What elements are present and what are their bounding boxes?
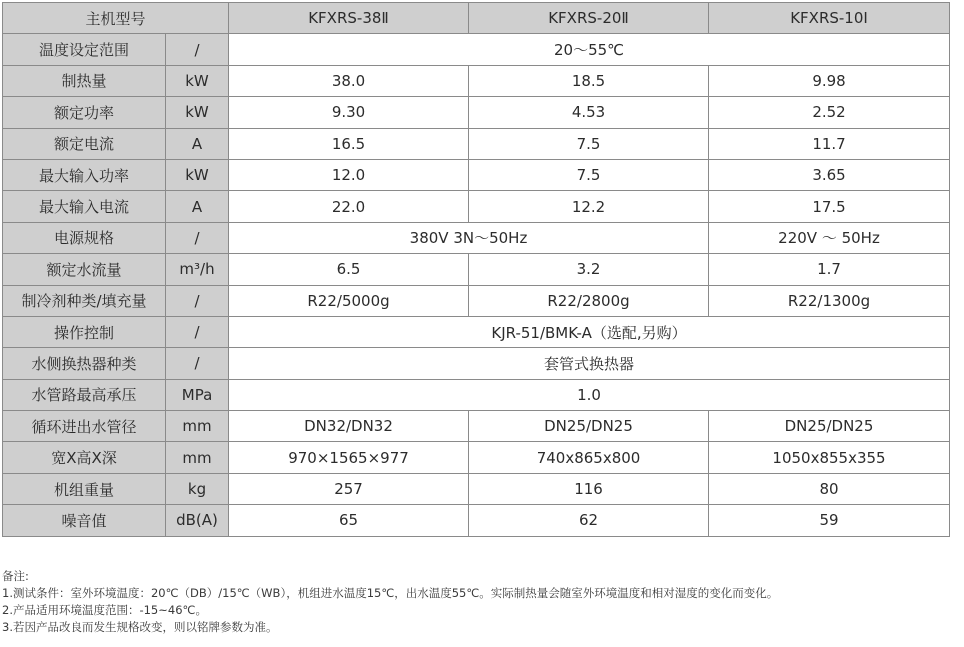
note-item: 1.测试条件：室外环境温度：20℃（DB）/15℃（WB），机组进水温度15℃，出水温度55℃。实际制热量会随室外环境温度和相对湿度的变化而变化。 (2, 586, 779, 600)
table-row (3, 348, 950, 379)
header-model-label: 主机型号 (3, 3, 229, 34)
cell-value: 38.0 (229, 65, 469, 96)
row-unit: kg (166, 473, 229, 504)
table-row (3, 128, 950, 159)
merged-value: 套管式换热器 (229, 348, 950, 379)
table-row (3, 411, 950, 442)
cell-value: 1.7 (709, 254, 950, 285)
row-label: 制热量 (3, 65, 166, 96)
merged-value: 20～55℃ (229, 34, 950, 65)
row-unit: mm (166, 442, 229, 473)
cell-value: 80 (709, 473, 950, 504)
header-model-3: KFXRS-10Ⅰ (709, 3, 950, 34)
table-row (3, 379, 950, 410)
row-unit: A (166, 191, 229, 222)
cell-value: 3.65 (709, 159, 950, 190)
row-label: 温度设定范围 (3, 34, 166, 65)
table-row (3, 442, 950, 473)
table-row (3, 191, 950, 222)
cell-value: 62 (469, 505, 709, 536)
cell-value: 116 (469, 473, 709, 504)
cell-value: 7.5 (469, 128, 709, 159)
merged-value: 380V 3N～50Hz (229, 222, 709, 253)
merged-value: KJR-51/BMK-A（选配,另购） (229, 316, 950, 347)
cell-value: 16.5 (229, 128, 469, 159)
row-unit: / (166, 348, 229, 379)
cell-value: 65 (229, 505, 469, 536)
row-unit: / (166, 222, 229, 253)
row-label: 循环进出水管径 (3, 411, 166, 442)
row-unit: mm (166, 411, 229, 442)
cell-value: R22/5000g (229, 285, 469, 316)
cell-value: 6.5 (229, 254, 469, 285)
cell-value: R22/1300g (709, 285, 950, 316)
row-unit: kW (166, 65, 229, 96)
row-label: 最大输入电流 (3, 191, 166, 222)
table-row (3, 473, 950, 504)
note-item: 3.若因产品改良而发生规格改变，则以铭牌参数为准。 (2, 620, 278, 634)
row-unit: kW (166, 159, 229, 190)
table-row (3, 316, 950, 347)
row-label: 操作控制 (3, 316, 166, 347)
cell-value: 18.5 (469, 65, 709, 96)
row-unit: kW (166, 97, 229, 128)
cell-value: 970×1565×977 (229, 442, 469, 473)
row-unit: MPa (166, 379, 229, 410)
cell-value: 7.5 (469, 159, 709, 190)
header-model-2: KFXRS-20Ⅱ (469, 3, 709, 34)
row-label: 噪音值 (3, 505, 166, 536)
cell-value: 2.52 (709, 97, 950, 128)
cell-value: 12.0 (229, 159, 469, 190)
row-label: 最大输入功率 (3, 159, 166, 190)
row-label: 宽X高X深 (3, 442, 166, 473)
row-label: 机组重量 (3, 473, 166, 504)
row-label: 额定电流 (3, 128, 166, 159)
notes-section (2, 568, 778, 636)
cell-value: R22/2800g (469, 285, 709, 316)
row-unit: / (166, 34, 229, 65)
table-row (3, 97, 950, 128)
spec-table (2, 2, 950, 537)
cell-value: DN25/DN25 (709, 411, 950, 442)
row-label: 电源规格 (3, 222, 166, 253)
cell-value: 220V ～ 50Hz (709, 222, 950, 253)
row-label: 制冷剂种类/填充量 (3, 285, 166, 316)
cell-value: 59 (709, 505, 950, 536)
row-label: 水管路最高承压 (3, 379, 166, 410)
cell-value: 17.5 (709, 191, 950, 222)
table-row (3, 285, 950, 316)
cell-value: 9.30 (229, 97, 469, 128)
table-row (3, 65, 950, 96)
table-row (3, 159, 950, 190)
cell-value: 257 (229, 473, 469, 504)
merged-value: 1.0 (229, 379, 950, 410)
cell-value: 12.2 (469, 191, 709, 222)
row-label: 额定水流量 (3, 254, 166, 285)
cell-value: 3.2 (469, 254, 709, 285)
table-row (3, 34, 950, 65)
cell-value: DN32/DN32 (229, 411, 469, 442)
cell-value: 4.53 (469, 97, 709, 128)
cell-value: 740x865x800 (469, 442, 709, 473)
row-unit: / (166, 285, 229, 316)
row-unit: dB(A) (166, 505, 229, 536)
cell-value: 22.0 (229, 191, 469, 222)
table-row (3, 222, 950, 253)
header-model-1: KFXRS-38Ⅱ (229, 3, 469, 34)
row-unit: A (166, 128, 229, 159)
table-row (3, 254, 950, 285)
cell-value: DN25/DN25 (469, 411, 709, 442)
note-item: 2.产品适用环境温度范围：-15~46℃。 (2, 603, 207, 617)
table-row (3, 505, 950, 536)
row-unit: / (166, 316, 229, 347)
notes-title: 备注: (2, 569, 29, 583)
cell-value: 11.7 (709, 128, 950, 159)
table-header-row (3, 3, 950, 34)
cell-value: 9.98 (709, 65, 950, 96)
cell-value: 1050x855x355 (709, 442, 950, 473)
row-label: 额定功率 (3, 97, 166, 128)
row-label: 水侧换热器种类 (3, 348, 166, 379)
row-unit: m³/h (166, 254, 229, 285)
